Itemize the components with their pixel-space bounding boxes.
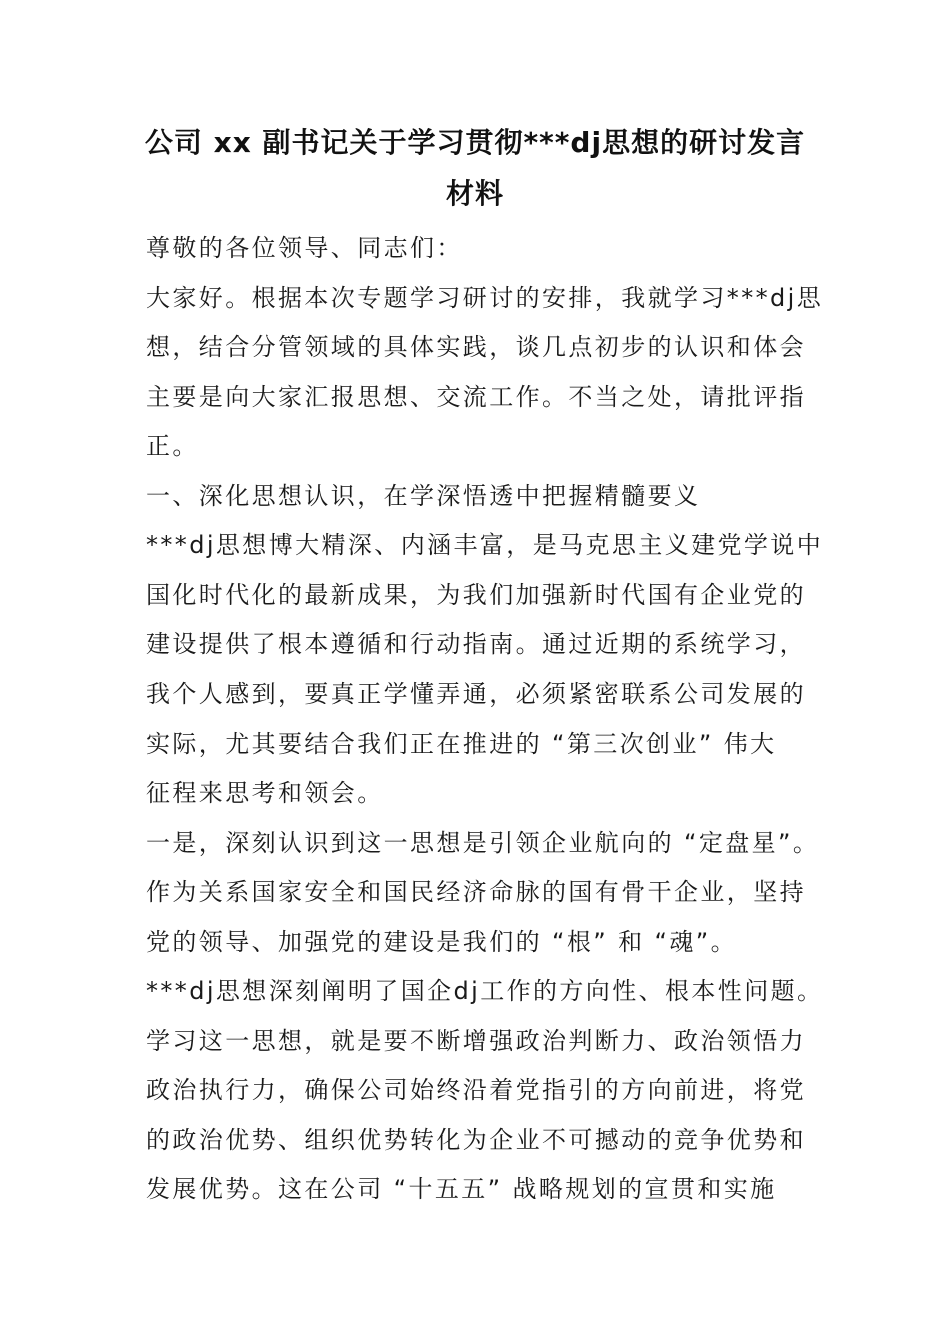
body-line: 征程来思考和领会。 — [146, 779, 384, 807]
body-line: 正。 — [146, 432, 199, 460]
document-title-line-1: 公司 xx 副书记关于学习贯彻***dj思想的研讨发言 — [144, 126, 806, 159]
body-line: 一是，深刻认识到这一思想是引领企业航向的 “定盘星”。 — [146, 829, 820, 857]
body-line: 大家好。根据本次专题学习研讨的安排，我就学习***dj思 — [146, 284, 824, 312]
body-line: ***dj思想深刻阐明了国企dj工作的方向性、根本性问题。 — [146, 977, 824, 1005]
body-line: 学习这一思想，就是要不断增强政治判断力、政治领悟力 — [146, 1027, 806, 1055]
body-line: 想，结合分管领域的具体实践，谈几点初步的认识和体会 — [146, 333, 806, 361]
body-line: 政治执行力，确保公司始终沿着党指引的方向前进，将党 — [146, 1076, 806, 1104]
body-line: 主要是向大家汇报思想、交流工作。不当之处，请批评指 — [146, 383, 806, 411]
body-line: 我个人感到，要真正学懂弄通，必须紧密联系公司发展的 — [146, 680, 806, 708]
section-heading: 一、深化思想认识，在学深悟透中把握精髓要义 — [146, 482, 701, 510]
salutation: 尊敬的各位领导、同志们： — [146, 234, 463, 262]
body-line: 党的领导、加强党的建设是我们的 “根” 和 “魂”。 — [146, 928, 738, 956]
body-line: 建设提供了根本遵循和行动指南。通过近期的系统学习， — [146, 630, 806, 658]
body-line: 发展优势。这在公司 “十五五” 战略规划的宣贯和实施 — [146, 1175, 777, 1203]
body-line: 作为关系国家安全和国民经济命脉的国有骨干企业，坚持 — [146, 878, 806, 906]
body-line: 的政治优势、组织优势转化为企业不可撼动的竞争优势和 — [146, 1126, 806, 1154]
body-line: 实际，尤其要结合我们正在推进的 “第三次创业” 伟大 — [146, 730, 777, 758]
document-title-line-2: 材料 — [445, 177, 504, 210]
body-line: 国化时代化的最新成果，为我们加强新时代国有企业党的 — [146, 581, 806, 609]
body-line: ***dj思想博大精深、内涵丰富，是马克思主义建党学说中 — [146, 531, 824, 559]
